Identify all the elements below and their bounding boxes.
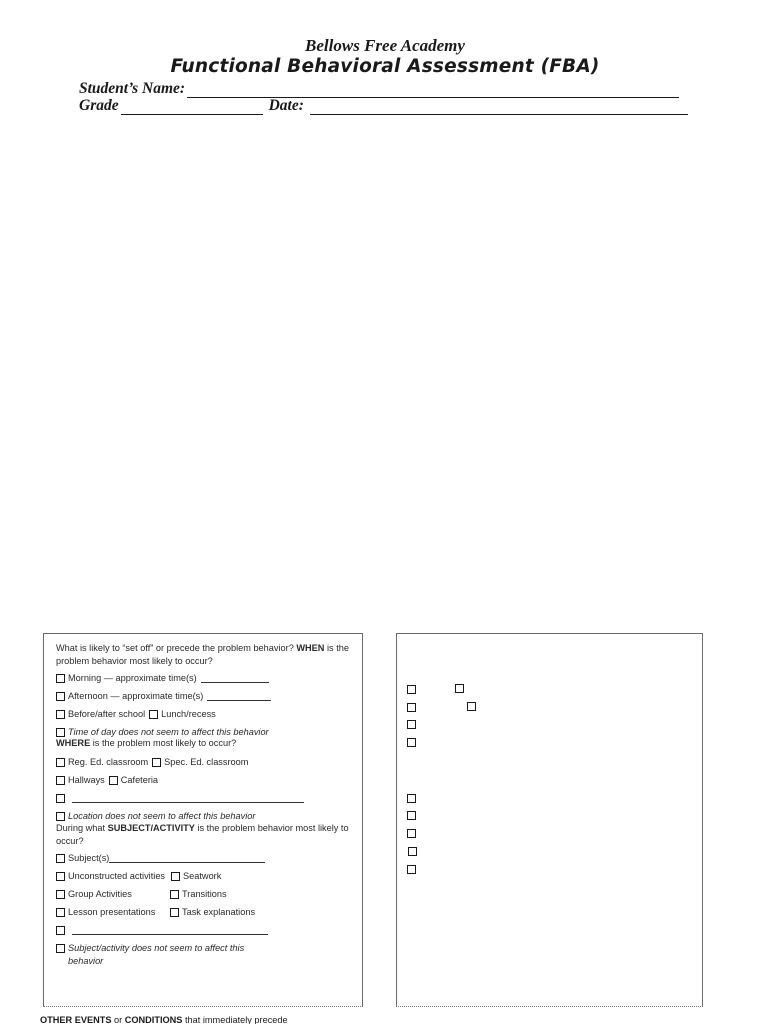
subject-question: During what SUBJECT/ACTIVITY is the problem behavior most likely to occur? xyxy=(56,823,349,846)
condition-checkbox[interactable] xyxy=(407,685,416,694)
morning-time-field[interactable] xyxy=(201,674,269,683)
other-subject-checkbox[interactable] xyxy=(56,926,65,935)
condition-checkbox[interactable] xyxy=(407,811,416,820)
other-location-field[interactable] xyxy=(72,794,304,803)
condition-checkbox[interactable] xyxy=(408,847,417,856)
unconstructed-checkbox[interactable] xyxy=(56,872,65,881)
form-title: Functional Behavioral Assessment (FBA) xyxy=(170,56,600,77)
transitions-checkbox[interactable] xyxy=(170,890,179,899)
condition-checkbox[interactable] xyxy=(467,702,476,711)
morning-checkbox[interactable] xyxy=(56,674,65,683)
other-events-prompt: OTHER EVENTS or CONDITIONS that immediately precede xyxy=(40,1015,288,1024)
condition-checkbox[interactable] xyxy=(407,794,416,803)
group-option[interactable]: Group Activities Transitions xyxy=(56,888,227,900)
student-name-field[interactable] xyxy=(187,84,679,98)
location-none-option[interactable]: Location does not seem to affect this behavior xyxy=(56,810,255,822)
grade-label: Grade xyxy=(79,97,119,114)
before-after-checkbox[interactable] xyxy=(56,710,65,719)
afternoon-time-field[interactable] xyxy=(207,692,271,701)
when-question: What is likely to “set off” or precede the problem behavior? WHEN is the problem behavior most likely to occur? xyxy=(56,643,349,666)
grade-date-row xyxy=(79,97,688,115)
other-location-checkbox[interactable] xyxy=(56,794,65,803)
conditions-box xyxy=(396,633,703,1007)
where-question: WHERE is the problem most likely to occur? xyxy=(56,738,237,748)
cafeteria-checkbox[interactable] xyxy=(109,776,118,785)
classroom-option[interactable]: Reg. Ed. classroom Spec. Ed. classroom xyxy=(56,756,248,768)
lesson-option[interactable]: Lesson presentations Task explanations xyxy=(56,906,255,918)
condition-checkbox[interactable] xyxy=(407,738,416,747)
condition-checkbox[interactable] xyxy=(407,865,416,874)
spec-ed-checkbox[interactable] xyxy=(152,758,161,767)
other-location-option[interactable] xyxy=(56,792,304,804)
hallway-option[interactable]: Hallways Cafeteria xyxy=(56,774,158,786)
lunch-checkbox[interactable] xyxy=(149,710,158,719)
school-name: Bellows Free Academy xyxy=(305,36,465,55)
seatwork-checkbox[interactable] xyxy=(171,872,180,881)
condition-checkbox[interactable] xyxy=(407,829,416,838)
subjects-option[interactable]: Subject(s) xyxy=(56,852,265,864)
afternoon-checkbox[interactable] xyxy=(56,692,65,701)
subject-none-option[interactable]: Subject/activity does not seem to affect this behavior xyxy=(56,942,256,968)
subjects-field[interactable] xyxy=(109,854,265,863)
morning-option[interactable]: Morning — approximate time(s) xyxy=(56,672,269,684)
date-field[interactable] xyxy=(310,101,688,115)
time-none-checkbox[interactable] xyxy=(56,728,65,737)
before-after-option[interactable]: Before/after school Lunch/recess xyxy=(56,708,216,720)
location-none-checkbox[interactable] xyxy=(56,812,65,821)
date-label: Date: xyxy=(268,97,304,114)
hallways-checkbox[interactable] xyxy=(56,776,65,785)
condition-checkbox[interactable] xyxy=(455,684,464,693)
antecedent-box xyxy=(43,633,363,1007)
lesson-checkbox[interactable] xyxy=(56,908,65,917)
group-checkbox[interactable] xyxy=(56,890,65,899)
time-none-option[interactable]: Time of day does not seem to affect this behavior xyxy=(56,726,269,738)
condition-checkbox[interactable] xyxy=(407,703,416,712)
afternoon-option[interactable]: Afternoon — approximate time(s) xyxy=(56,690,271,702)
reg-ed-checkbox[interactable] xyxy=(56,758,65,767)
subjects-checkbox[interactable] xyxy=(56,854,65,863)
other-subject-option[interactable] xyxy=(56,924,268,936)
condition-checkbox[interactable] xyxy=(407,720,416,729)
student-name-row xyxy=(79,80,679,98)
task-checkbox[interactable] xyxy=(170,908,179,917)
subject-none-checkbox[interactable] xyxy=(56,944,65,953)
other-subject-field[interactable] xyxy=(72,926,268,935)
unconstructed-option[interactable]: Unconstructed activities Seatwork xyxy=(56,870,221,882)
grade-field[interactable] xyxy=(121,101,263,115)
student-name-label: Student’s Name: xyxy=(79,80,186,97)
